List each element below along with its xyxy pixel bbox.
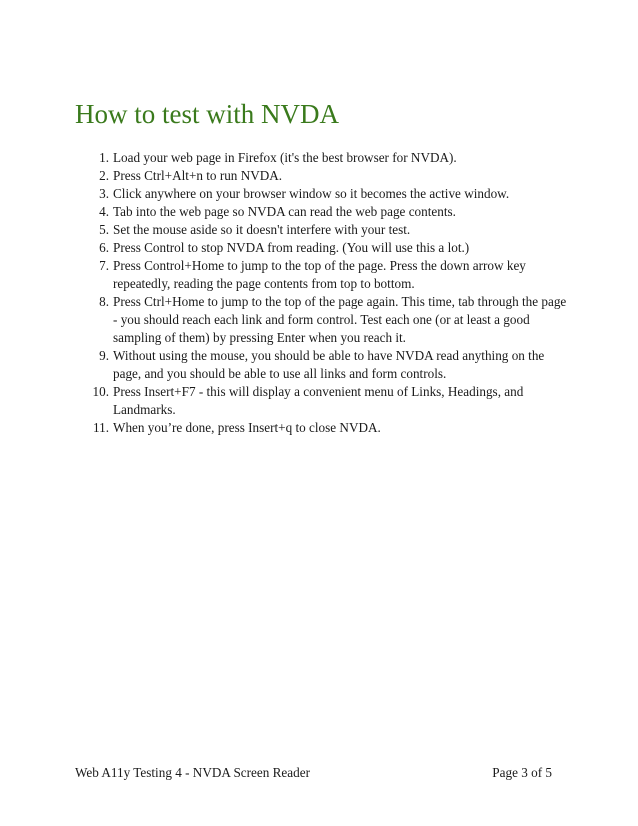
step-text: Tab into the web page so NVDA can read the web page contents.: [113, 204, 456, 219]
steps-list: [80, 149, 568, 437]
step-number: 9.: [99, 348, 109, 363]
step-number: 1.: [99, 150, 109, 165]
page-title: How to test with NVDA: [75, 99, 339, 129]
list-item: [80, 203, 568, 221]
list-item: [80, 257, 568, 293]
step-text: When you’re done, press Insert+q to close NVDA.: [113, 420, 381, 435]
step-text: Load your web page in Firefox (it's the best browser for NVDA).: [113, 150, 457, 165]
footer-page-number: Page 3 of 5: [492, 765, 552, 780]
footer-doc-title: Web A11y Testing 4 - NVDA Screen Reader: [75, 765, 310, 780]
list-item: [80, 167, 568, 185]
list-item: [80, 221, 568, 239]
step-number: 8.: [99, 294, 109, 309]
step-number: 6.: [99, 240, 109, 255]
list-item: [80, 149, 568, 167]
step-number: 11.: [93, 420, 109, 435]
step-number: 10.: [92, 384, 109, 399]
step-text: Set the mouse aside so it doesn't interfere with your test.: [113, 222, 411, 237]
step-text: Click anywhere on your browser window so it becomes the active window.: [113, 186, 510, 201]
list-item: [80, 383, 568, 419]
list-item: [80, 185, 568, 203]
step-text: Press Ctrl+Alt+n to run NVDA.: [113, 168, 283, 183]
list-item: [80, 347, 568, 383]
list-item: [80, 419, 568, 437]
step-text: Press Control+Home to jump to the top of the page. Press the down arrow key repeatedly, reading the page contents from top to bottom.: [113, 258, 526, 291]
list-item: [80, 293, 568, 347]
step-number: 3.: [99, 186, 109, 201]
step-number: 2.: [99, 168, 109, 183]
step-number: 4.: [99, 204, 109, 219]
step-text: Press Ctrl+Home to jump to the top of the page again. This time, tab through the page - you should reach each link and form control. Test each one (or at least a good sampling of them) by pressing Enter when you reach it.: [113, 294, 567, 345]
step-text: Press Insert+F7 - this will display a convenient menu of Links, Headings, and Landmarks.: [113, 384, 524, 417]
step-text: Press Control to stop NVDA from reading. (You will use this a lot.): [113, 240, 470, 255]
step-number: 5.: [99, 222, 109, 237]
step-number: 7.: [99, 258, 109, 273]
list-item: [80, 239, 568, 257]
step-text: Without using the mouse, you should be able to have NVDA read anything on the page, and you should be able to use all links and form controls.: [113, 348, 545, 381]
